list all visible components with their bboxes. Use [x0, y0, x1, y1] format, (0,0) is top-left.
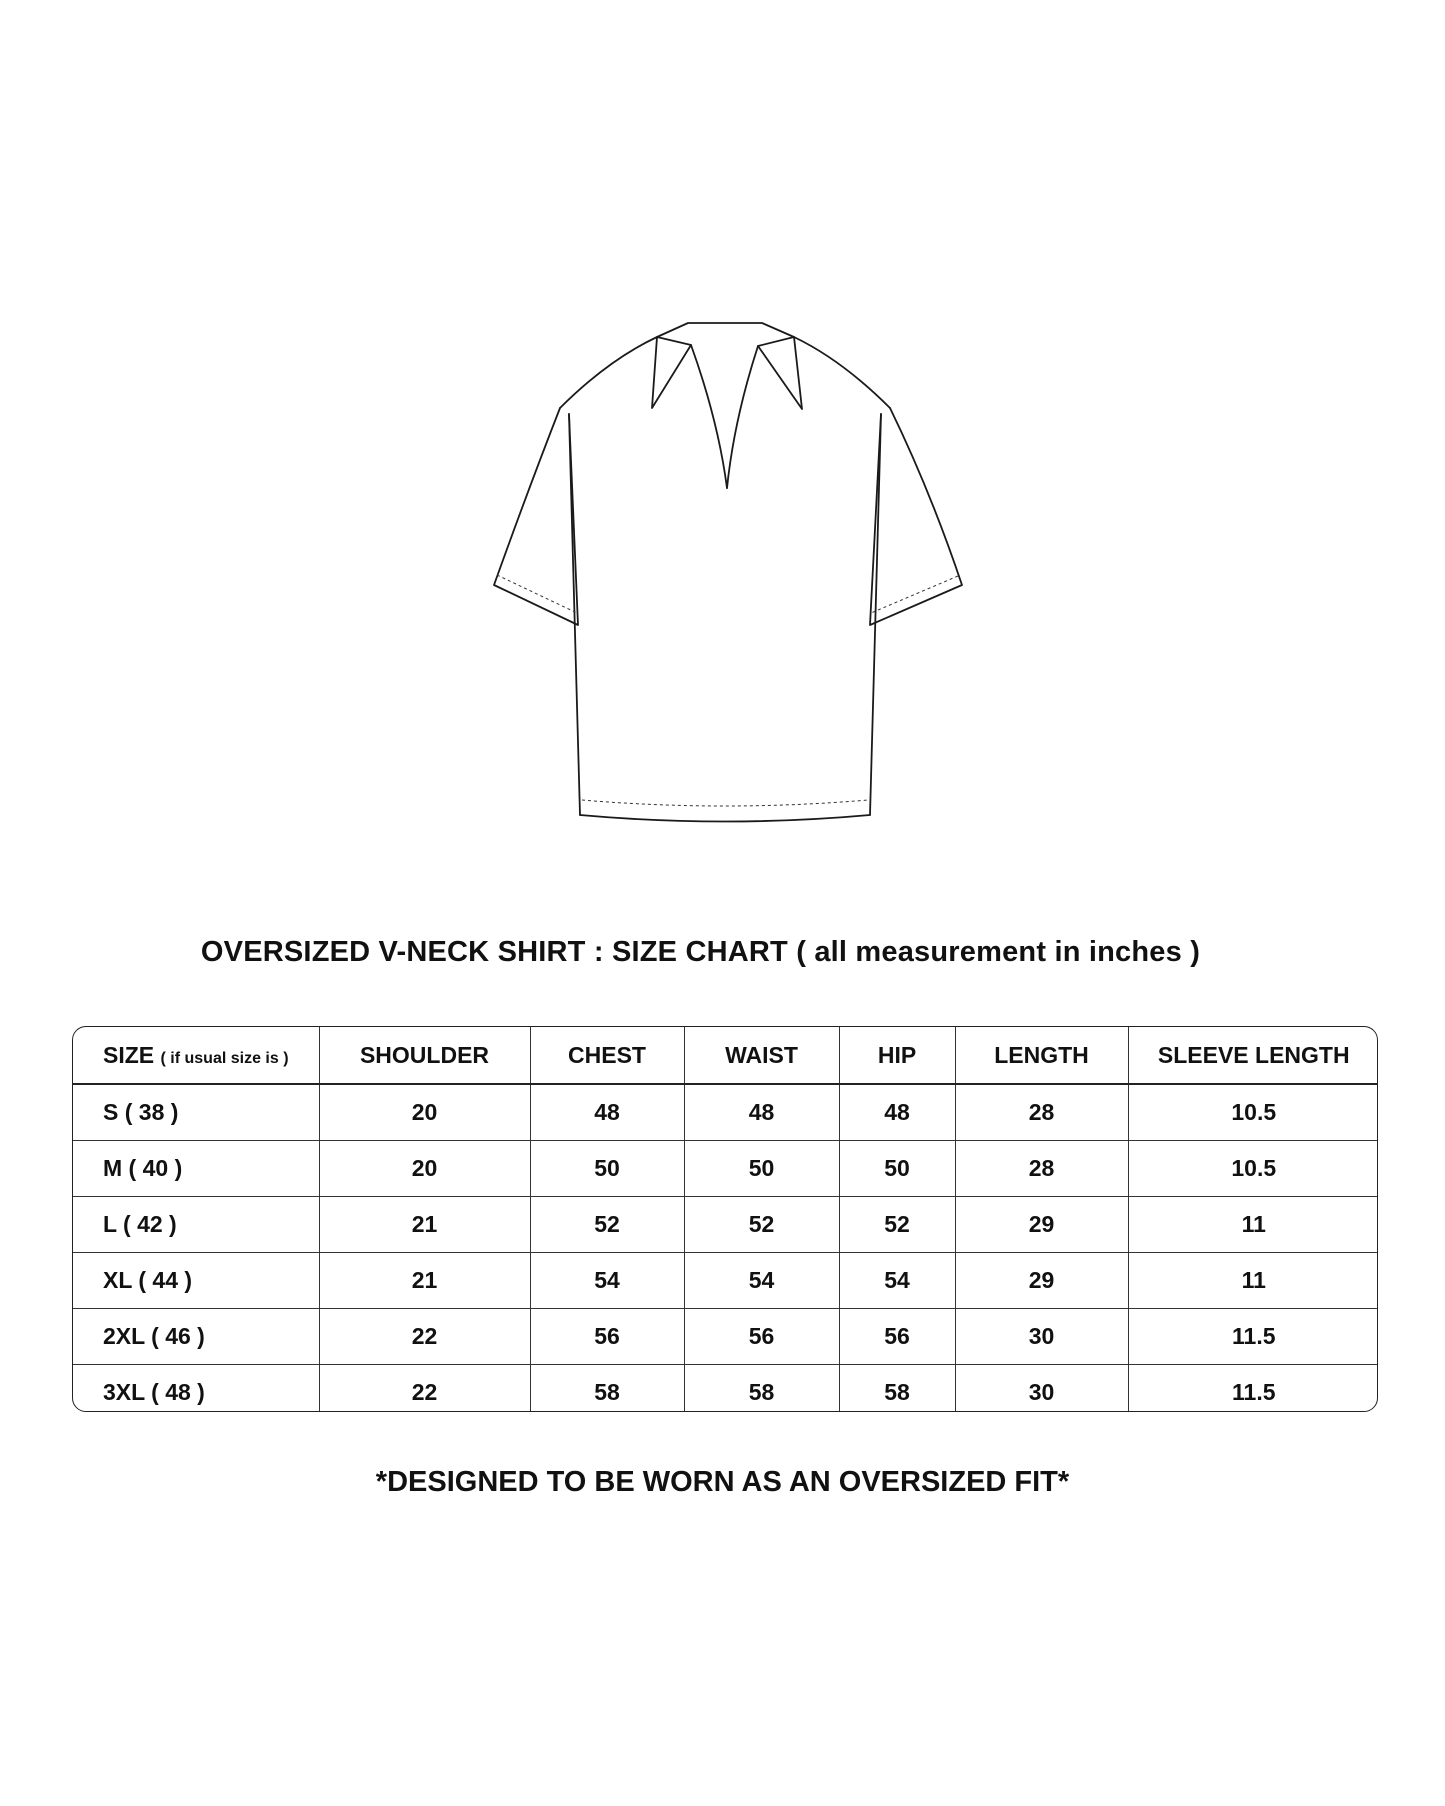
cell-chest: 54: [530, 1253, 684, 1309]
table-row: [73, 1197, 1378, 1253]
cell-chest: 48: [530, 1084, 684, 1141]
cell-length: 29: [955, 1197, 1128, 1253]
cell-hip: 48: [839, 1084, 955, 1141]
cell-chest: 58: [530, 1365, 684, 1413]
cell-length: 29: [955, 1253, 1128, 1309]
cell-shoulder: 21: [319, 1253, 530, 1309]
header-waist: WAIST: [684, 1027, 839, 1084]
cell-chest: 50: [530, 1141, 684, 1197]
cell-size: 2XL ( 46 ): [73, 1309, 319, 1365]
cell-chest: 52: [530, 1197, 684, 1253]
cell-size: M ( 40 ): [73, 1141, 319, 1197]
header-size-label: SIZE: [103, 1041, 155, 1068]
cell-hip: 58: [839, 1365, 955, 1413]
table-header-row: [73, 1027, 1378, 1084]
cell-hip: 54: [839, 1253, 955, 1309]
cell-waist: 58: [684, 1365, 839, 1413]
cell-waist: 48: [684, 1084, 839, 1141]
cell-hip: 56: [839, 1309, 955, 1365]
cell-sleeve-length: 11: [1128, 1253, 1378, 1309]
header-hip: HIP: [839, 1027, 955, 1084]
cell-sleeve-length: 11.5: [1128, 1309, 1378, 1365]
cell-waist: 50: [684, 1141, 839, 1197]
oversized-fit-note: *DESIGNED TO BE WORN AS AN OVERSIZED FIT*: [375, 1466, 1070, 1498]
header-size-note: ( if usual size is ): [160, 1049, 289, 1067]
cell-size: S ( 38 ): [73, 1084, 319, 1141]
cell-waist: 52: [684, 1197, 839, 1253]
cell-waist: 56: [684, 1309, 839, 1365]
cell-sleeve-length: 11.5: [1232, 1379, 1276, 1405]
cell-length: 28: [955, 1084, 1128, 1141]
cell-shoulder: 20: [319, 1141, 530, 1197]
cell-length: 30: [955, 1309, 1128, 1365]
header-size: [73, 1027, 319, 1084]
page-title-text: OVERSIZED V-NECK SHIRT : SIZE CHART ( all measurement in inches ): [200, 936, 1201, 968]
cell-shoulder: 21: [319, 1197, 530, 1253]
cell-size: XL ( 44 ): [73, 1253, 319, 1309]
cell-shoulder: 22: [319, 1309, 530, 1365]
cell-hip: 50: [839, 1141, 955, 1197]
table-row: [73, 1084, 1378, 1141]
table-row: [73, 1141, 1378, 1197]
cell-size: 3XL ( 48 ): [73, 1365, 319, 1413]
cell-waist: 54: [684, 1253, 839, 1309]
cell-shoulder: 22: [319, 1365, 530, 1413]
table-row: [73, 1365, 1378, 1413]
header-shoulder: SHOULDER: [319, 1027, 530, 1084]
shirt-icon: [480, 310, 970, 830]
size-chart-table: [72, 1026, 1378, 1412]
cell-shoulder: 20: [319, 1084, 530, 1141]
cell-sleeve-length: 10.5: [1128, 1141, 1378, 1197]
cell-hip: 52: [839, 1197, 955, 1253]
page-title: [0, 936, 1445, 969]
table-row: [73, 1309, 1378, 1365]
cell-sleeve-length: 10.5: [1128, 1084, 1378, 1141]
cell-length: 28: [955, 1141, 1128, 1197]
cell-chest: 56: [530, 1309, 684, 1365]
cell-sleeve-length: 11: [1128, 1197, 1378, 1253]
table-row: [73, 1253, 1378, 1309]
cell-size: L ( 42 ): [73, 1197, 319, 1253]
cell-length: 30: [955, 1365, 1128, 1413]
header-length: LENGTH: [955, 1027, 1128, 1084]
header-sleeve-length: SLEEVE LENGTH: [1128, 1027, 1378, 1084]
header-chest: CHEST: [530, 1027, 684, 1084]
